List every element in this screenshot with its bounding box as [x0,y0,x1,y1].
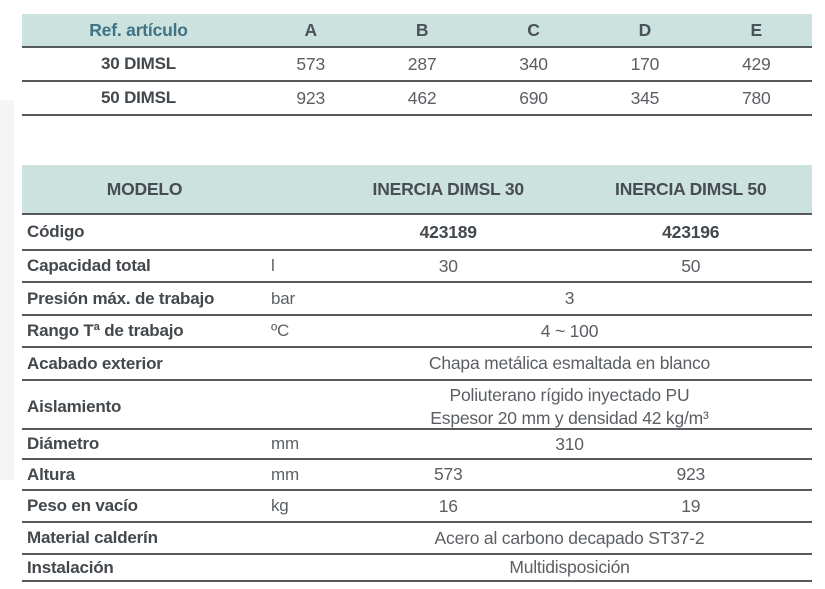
specifications-table [22,165,812,582]
table-row-diametro [22,430,812,460]
row-label: Peso en vacío [27,496,138,515]
table-row-presion [22,283,812,316]
unit-cell: mm [271,434,299,453]
spec-header-row [22,165,812,215]
dimension-col-a: A [304,19,317,40]
table-row-30-dimsl [22,48,812,82]
row-label: Rango Tª de trabajo [27,321,184,340]
spec-header-dimsl-50: INERCIA DIMSL 50 [615,178,767,199]
value-cell-span: 310 [555,433,584,454]
table-row-instalacion [22,555,812,582]
table-row-capacidad [22,251,812,283]
table-row-material [22,523,812,555]
value-cell-dimsl-50: 423196 [662,221,720,242]
table-row-50-dimsl [22,82,812,116]
value-cell-dimsl-50: 50 [681,255,701,276]
spec-header-dimsl-30: INERCIA DIMSL 30 [372,178,524,199]
value-cell: 429 [741,53,771,74]
unit-cell: ºC [271,321,290,340]
table-row-rango [22,316,812,348]
value-cell-dimsl-50: 19 [681,495,701,516]
table-row-aislamiento [22,381,812,430]
unit-cell: kg [271,496,289,515]
value-cell-span: Multidisposición [509,557,630,577]
row-label: Aislamiento [27,397,122,417]
table-row-codigo [22,215,812,251]
row-label: 30 DIMSL [101,54,176,73]
value-cell: 923 [296,87,325,108]
dimensions-ref-header: Ref. artículo [89,19,188,40]
table-row-acabado [22,348,812,381]
value-cell-dimsl-30: 16 [438,495,458,516]
value-cell-dimsl-30: 30 [438,255,458,276]
value-cell-span: Chapa metálica esmaltada en blanco [428,353,711,373]
value-cell-dimsl-30: 573 [433,464,463,484]
value-cell-dimsl-30: 423189 [419,221,477,242]
value-cell: 573 [296,53,325,74]
table-row-altura [22,460,812,491]
dimensions-header-row [22,14,812,48]
row-label: Código [27,222,85,241]
value-cell: 690 [519,87,548,108]
aislamiento-line-1: Poliuterano rígido inyectado PU [449,385,690,405]
dimension-col-c: C [527,19,540,40]
dimension-col-e: E [750,19,763,40]
row-label: Material calderín [27,528,158,547]
unit-cell: bar [271,288,295,308]
value-cell: 170 [630,53,660,74]
unit-cell: mm [271,464,299,484]
value-cell-span: Acero al carbono decapado ST37-2 [434,527,705,548]
row-label: Acabado exterior [27,353,163,373]
dimensions-table [22,14,812,116]
value-cell: 287 [407,53,437,74]
row-label: Altura [27,464,75,484]
row-label: 50 DIMSL [101,88,176,107]
value-cell: 340 [519,53,548,74]
row-label: Presión máx. de trabajo [27,288,215,308]
row-label: Capacidad total [27,256,151,275]
aislamiento-line-2: Espesor 20 mm y densidad 42 kg/m³ [430,408,709,429]
table-row-peso [22,491,812,523]
row-label: Diámetro [27,434,100,453]
unit-cell: l [271,256,275,275]
page-edge-shadow [0,100,14,480]
value-cell: 462 [407,87,437,108]
value-cell-span: 3 [564,288,575,308]
value-cell-span [327,381,812,433]
value-cell-span: 4 ~ 100 [540,320,599,341]
value-cell-dimsl-50: 923 [676,464,706,484]
spec-header-modelo: MODELO [106,178,183,199]
dimension-col-b: B [415,19,429,40]
row-label: Instalación [27,557,114,577]
value-cell: 780 [741,87,771,108]
value-cell: 345 [630,87,660,108]
dimension-col-d: D [638,19,652,40]
